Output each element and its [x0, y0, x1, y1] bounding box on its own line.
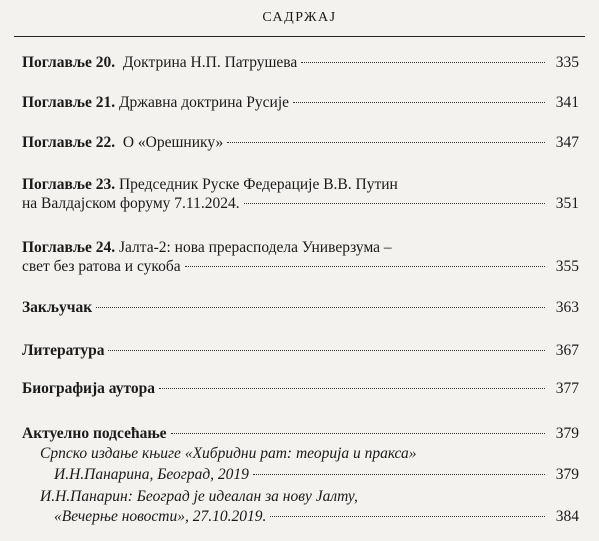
- toc-entry-biography[interactable]: [22, 378, 579, 400]
- page-number: 379: [555, 425, 579, 442]
- toc-subentry-2-line1[interactable]: [40, 486, 579, 508]
- toc-subentry-2-line2[interactable]: [54, 506, 579, 528]
- chapter-number: Поглавље 23.: [22, 176, 116, 193]
- toc-entry-conclusion[interactable]: [22, 297, 579, 319]
- running-head: САДРЖАЈ: [262, 10, 337, 25]
- leader-dots: [185, 265, 545, 267]
- leader-dots: [244, 202, 545, 204]
- page-number: 341: [555, 94, 579, 111]
- chapter-title-cont: на Валдајском форуму 7.11.2024.: [22, 195, 240, 212]
- section-title: Закључак: [22, 299, 93, 316]
- page-number: 335: [555, 54, 579, 71]
- chapter-title-cont: свет без ратова и сукоба: [22, 258, 181, 275]
- subentry-title-cont: «Вечерње новости», 27.10.2019.: [54, 508, 267, 525]
- section-title: Актуелно подсећање: [22, 425, 167, 442]
- toc-entry-ch21[interactable]: [22, 92, 579, 114]
- chapter-title: Доктрина Н.П. Патрушева: [122, 54, 298, 71]
- page-number: 367: [555, 342, 579, 359]
- toc-subentry-1-line1[interactable]: [40, 443, 579, 465]
- chapter-number: Поглавље 21.: [22, 94, 116, 111]
- leader-dots: [253, 473, 545, 475]
- toc-entry-ch20[interactable]: [22, 52, 579, 74]
- chapter-number: Поглавље 20.: [22, 54, 116, 71]
- toc-entry-literature[interactable]: [22, 340, 579, 362]
- subentry-title: И.Н.Панарин: Београд је идеалан за нову Јалту,: [40, 488, 358, 505]
- leader-dots: [293, 101, 545, 103]
- leader-dots: [301, 61, 545, 63]
- chapter-title: О «Орешнику»: [122, 134, 224, 151]
- section-title: Биографија аутора: [22, 380, 156, 397]
- subentry-title: Српско издање књиге «Хибридни рат: теорија и пракса»: [40, 445, 417, 462]
- page-number: 379: [555, 466, 579, 483]
- chapter-number: Поглавље 24.: [22, 239, 116, 256]
- leader-dots: [108, 349, 545, 351]
- toc-subentry-1-line2[interactable]: [54, 464, 579, 486]
- chapter-title: Председник Руске Федерације В.В. Путин: [118, 176, 398, 193]
- leader-dots: [227, 141, 545, 143]
- page-number: 363: [555, 299, 579, 316]
- page-number: 347: [555, 134, 579, 151]
- toc-entry-ch24-line2[interactable]: [22, 256, 579, 278]
- toc-entry-ch23-line2[interactable]: [22, 193, 579, 215]
- section-title: Литература: [22, 342, 105, 359]
- header-rule: [14, 36, 585, 37]
- leader-dots: [171, 432, 545, 434]
- page-number: 355: [555, 258, 579, 275]
- subentry-title-cont: И.Н.Панарина, Београд, 2019: [54, 466, 249, 483]
- page-number: 351: [555, 195, 579, 212]
- toc-entry-reminder[interactable]: [22, 423, 579, 445]
- leader-dots: [159, 387, 545, 389]
- leader-dots: [96, 306, 545, 308]
- toc-entry-ch22[interactable]: [22, 132, 579, 154]
- chapter-number: Поглавље 22.: [22, 134, 116, 151]
- page-number: 377: [555, 380, 579, 397]
- leader-dots: [270, 515, 545, 517]
- page-number: 384: [555, 508, 579, 525]
- chapter-title: Државна доктрина Русије: [118, 94, 289, 111]
- chapter-title: Јалта-2: нова прерасподела Универзума –: [118, 239, 392, 256]
